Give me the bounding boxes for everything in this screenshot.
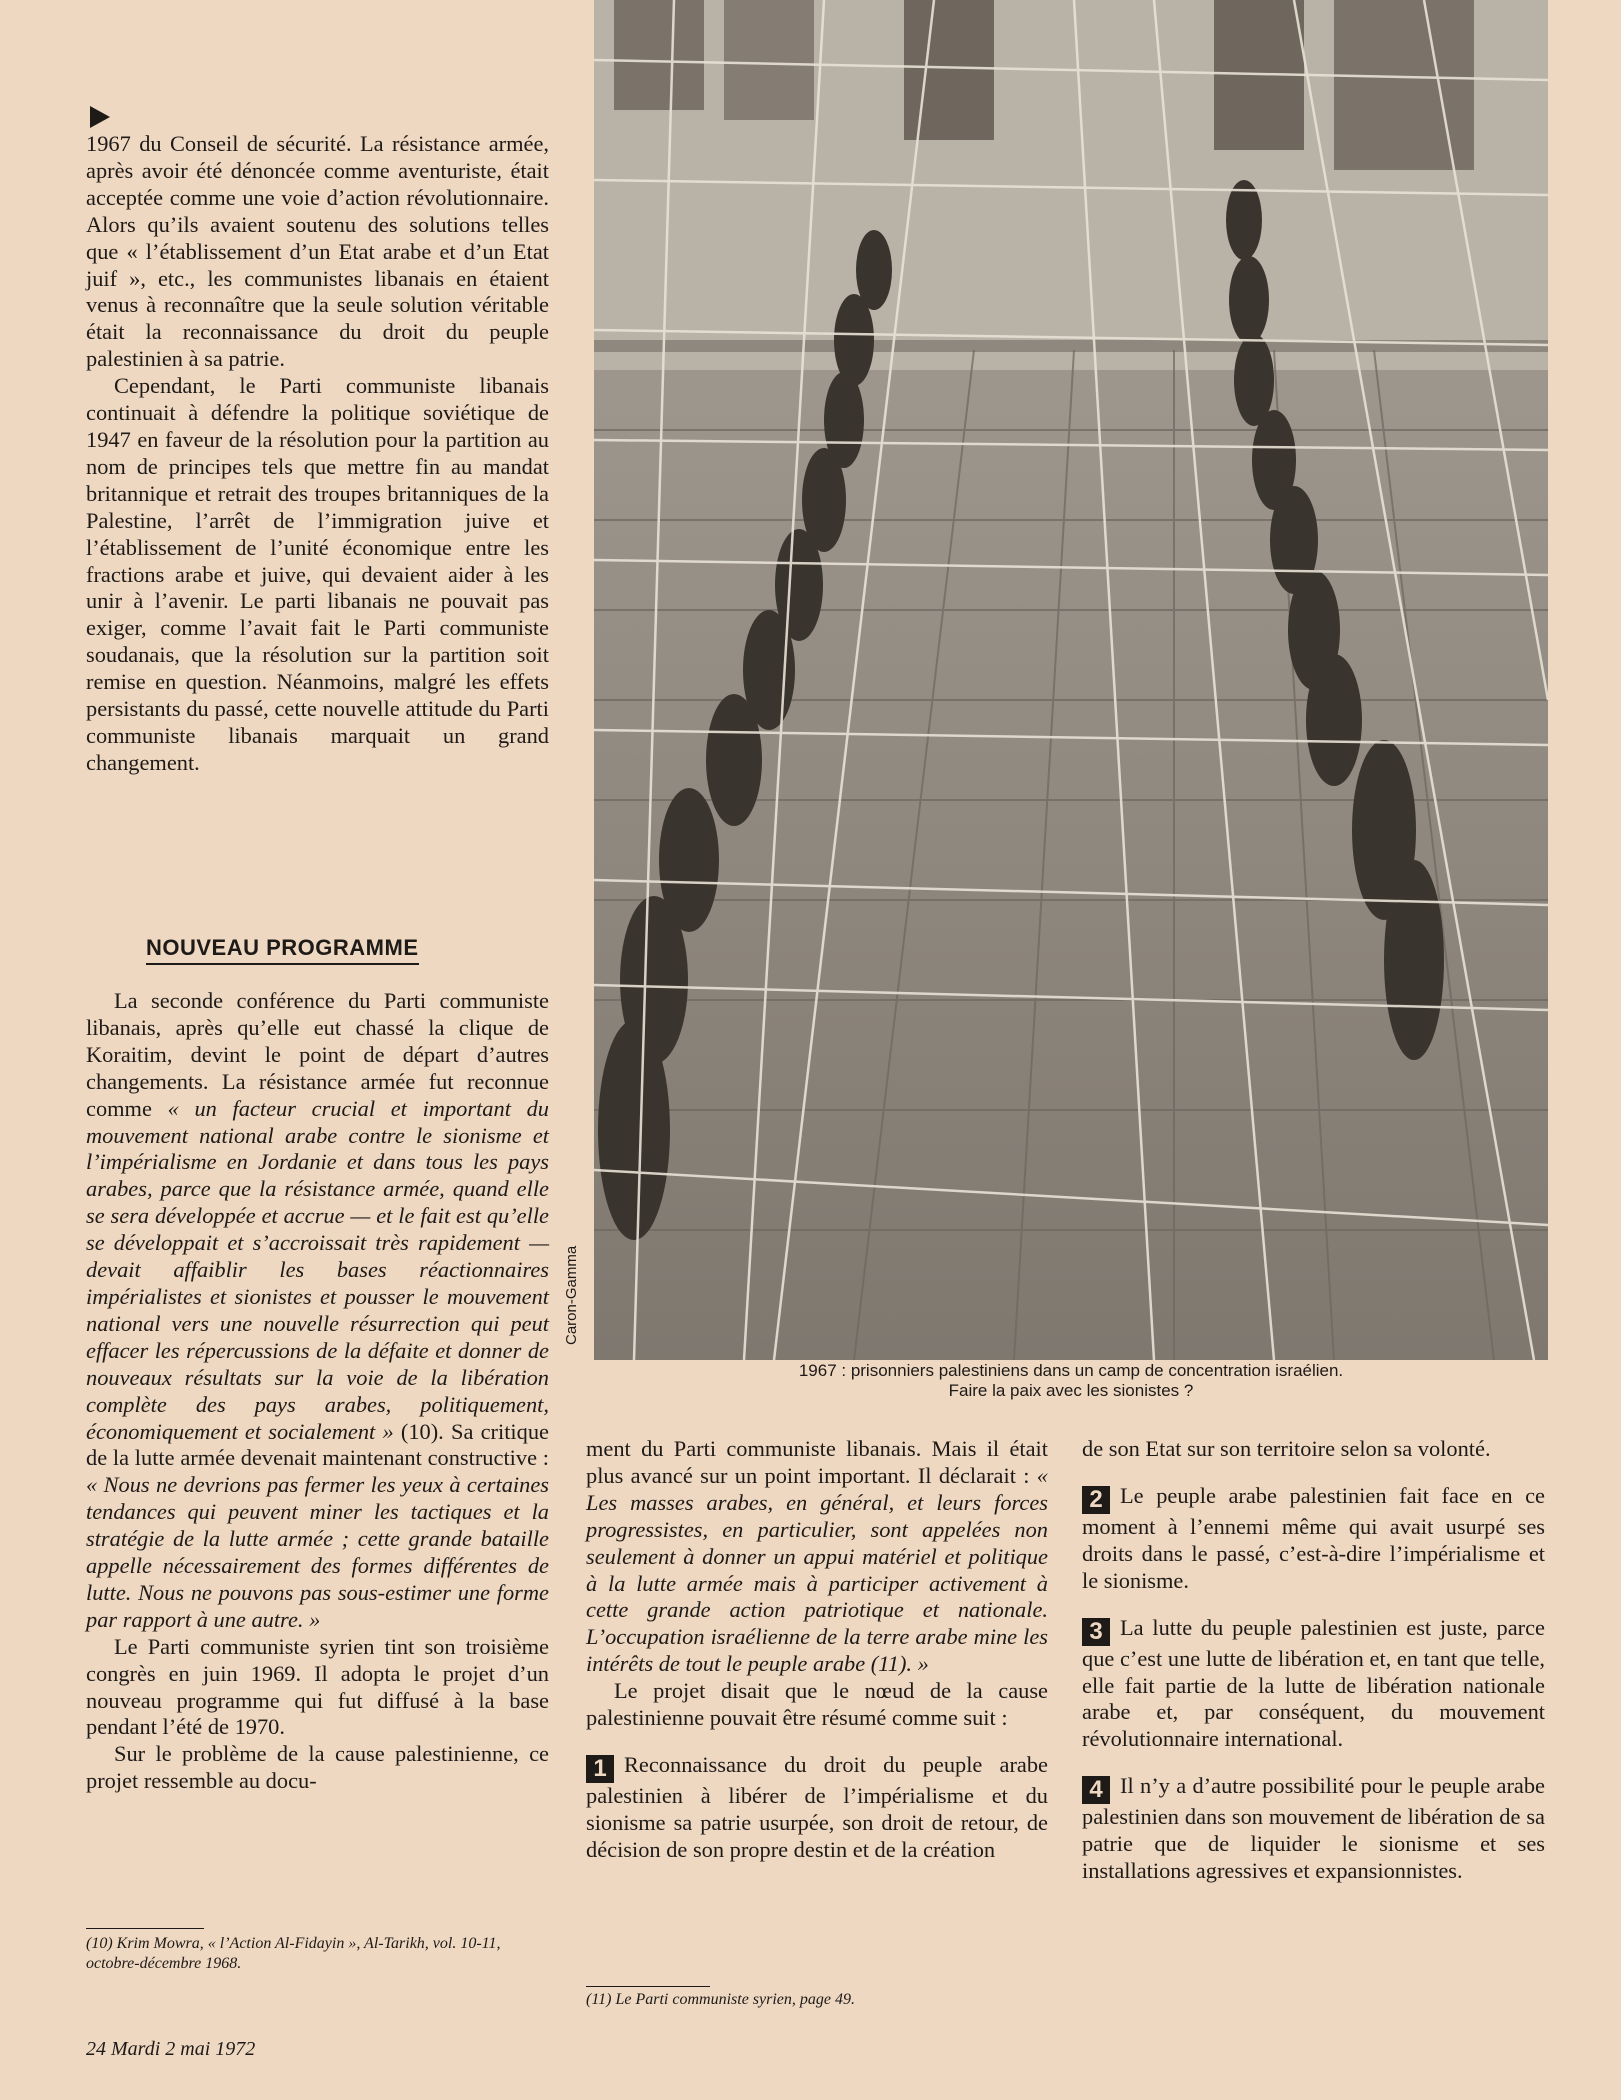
footnote-rule <box>86 1928 204 1929</box>
number-box: 2 <box>1082 1486 1110 1514</box>
text-span: ment du Parti communiste libanais. Mais il était plus avancé sur un point important. Il déclarait : <box>586 1436 1048 1488</box>
numbered-item-4 <box>1082 1773 1545 1885</box>
quote-text: « Nous ne devrions pas fermer les yeux à certaines tendances qui peuvent miner les tactiques et la stratégie de la lutte armée ; cette grande bataille appelle nécessairement des formes différentes de lutte. Nous ne pouvons pas sous-estimer une forme par rapport à une autre. » <box>86 1472 549 1632</box>
section-heading: NOUVEAU PROGRAMME <box>146 935 419 965</box>
photo-illustration <box>594 0 1548 1360</box>
item-text: Reconnaissance du droit du peuple arabe palestinien à libérer de l’impérialisme et du sionisme sa patrie usurpée, son droit de retour, de décision de son propre destin et de la création <box>586 1751 1048 1862</box>
number-box: 1 <box>586 1755 614 1783</box>
quote-text: « un facteur crucial et important du mouvement national arabe contre le sionisme et l’impérialisme en Jordanie et dans tous les pays arabes, parce que la résistance armée, quand elle se sera développée et accrue — et le fait est qu’elle se développait et s’accroissait très rapidement — devait affaiblir les bases réactionnaires impérialistes et sionistes et pousser le mouvement national vers une nouvelle résurrection qui peut effacer les répercussions de la défaite et donner de nouveaux résultats sur la voie de la libération complète des pays arabes, politiquement, économiquement et socialement » <box>86 1095 549 1444</box>
numbered-item-3 <box>1082 1615 1545 1754</box>
left-column-top <box>86 131 549 777</box>
paragraph: 1967 du Conseil de sécurité. La résistance armée, après avoir été dénoncée comme aventuriste, était acceptée comme une voie d’action révolutionnaire. Alors qu’ils avaient soutenu des solutions telles que « l’établissement d’un Etat arabe et d’un Etat juif », etc., les communistes libanais en étaient venus à reconnaître que la seule solution véritable était la reconnaissance du droit du peuple palestinien à sa patrie. <box>86 131 549 372</box>
item-text: Il n’y a d’autre possibilité pour le peuple arabe palestinien dans son mouvement de libération de sa patrie que de liquider le sionisme et ses installations agressives et expansionnistes. <box>1082 1773 1545 1884</box>
photo-credit: Caron-Gamma <box>563 1245 580 1345</box>
number-box: 3 <box>1082 1618 1110 1646</box>
quote-text: « Les masses arabes, en général, et leurs forces progressistes, en particulier, sont appelées non seulement à donner un appui matériel et politique à la lutte armée mais à participer activement à cette grande action patriotique et nationale. L’occupation israélienne de la terre arabe mine les intérêts de tout le peuple arabe (11). » <box>586 1462 1048 1677</box>
item-text: La lutte du peuple palestinien est juste, parce que c’est une lutte de libération et, en tant que telle, elle fait partie de la lutte de libération nationale arabe et, par conséquent, du mouvement révolutionnaire international. <box>1082 1614 1545 1752</box>
number-box: 4 <box>1082 1776 1110 1804</box>
paragraph: de son Etat sur son territoire selon sa volonté. <box>1082 1436 1491 1461</box>
paragraph: Le projet disait que le nœud de la cause palestinienne pouvait être résumé comme suit : <box>586 1678 1048 1731</box>
paragraph: Cependant, le Parti communiste libanais continuait à défendre la politique soviétique de 1947 en faveur de la résolution pour la partition au nom de principes tels que mettre fin au mandat britannique et retrait des troupes britanniques de la Palestine, l’arrêt de l’immigration juive et l’établissement de l’unité économique entre les fractions arabe et juive, qui devaient aider à les unir à l’avenir. Le parti libanais ne pouvait pas exiger, comme l’avait fait le Parti communiste soudanais, que la résolution sur la partition soit remise en question. Néanmoins, malgré les effets persistants du passé, cette nouvelle attitude du Parti communiste libanais marquait un grand changement. <box>86 373 549 775</box>
numbered-item-2 <box>1082 1483 1545 1595</box>
continuation-arrow-icon <box>90 106 110 128</box>
prisoners-photo <box>594 0 1548 1360</box>
photo-caption <box>594 1361 1548 1401</box>
left-column-bottom <box>86 988 549 1795</box>
footnote-10: (10) Krim Mowra, « l’Action Al-Fidayin », Al-Tarikh, vol. 10-11, octobre-décembre 1968. <box>86 1935 501 1972</box>
text-span: (10). Sa critique de la lutte armée devenait maintenant constructive : <box>86 1418 549 1471</box>
paragraph <box>586 1436 1048 1678</box>
item-text: Le peuple arabe palestinien fait face en ce moment à l’ennemi même qui avait usurpé ses droits dans le passé, c’est-à-dire l’impérialisme et le sionisme. <box>1082 1482 1545 1593</box>
paragraph: Le Parti communiste syrien tint son troisième congrès en juin 1969. Il adopta le projet d’un nouveau programme qui fut diffusé à la base pendant l’été de 1970. <box>86 1633 549 1740</box>
footnote-11: (11) Le Parti communiste syrien, page 49. <box>586 1991 855 2008</box>
middle-column <box>586 1436 1048 1864</box>
caption-line: 1967 : prisonniers palestiniens dans un camp de concentration israélien. <box>798 1361 1344 1380</box>
footnote-rule <box>586 1986 710 1987</box>
right-column <box>1082 1436 1545 1885</box>
text-span: La seconde conférence du Parti communiste libanais, après qu’elle eut chassé la clique de Koraitim, devint le point de départ d’autres changements. La résistance armée fut reconnue comme <box>86 988 549 1121</box>
caption-line: Faire la paix avec les sionistes ? <box>948 1381 1194 1400</box>
paragraph: Sur le problème de la cause palestinienne, ce projet ressemble au docu- <box>86 1741 549 1794</box>
numbered-item-1 <box>586 1752 1048 1864</box>
page-folio: 24 Mardi 2 mai 1972 <box>86 2038 256 2060</box>
paragraph <box>86 988 549 1634</box>
